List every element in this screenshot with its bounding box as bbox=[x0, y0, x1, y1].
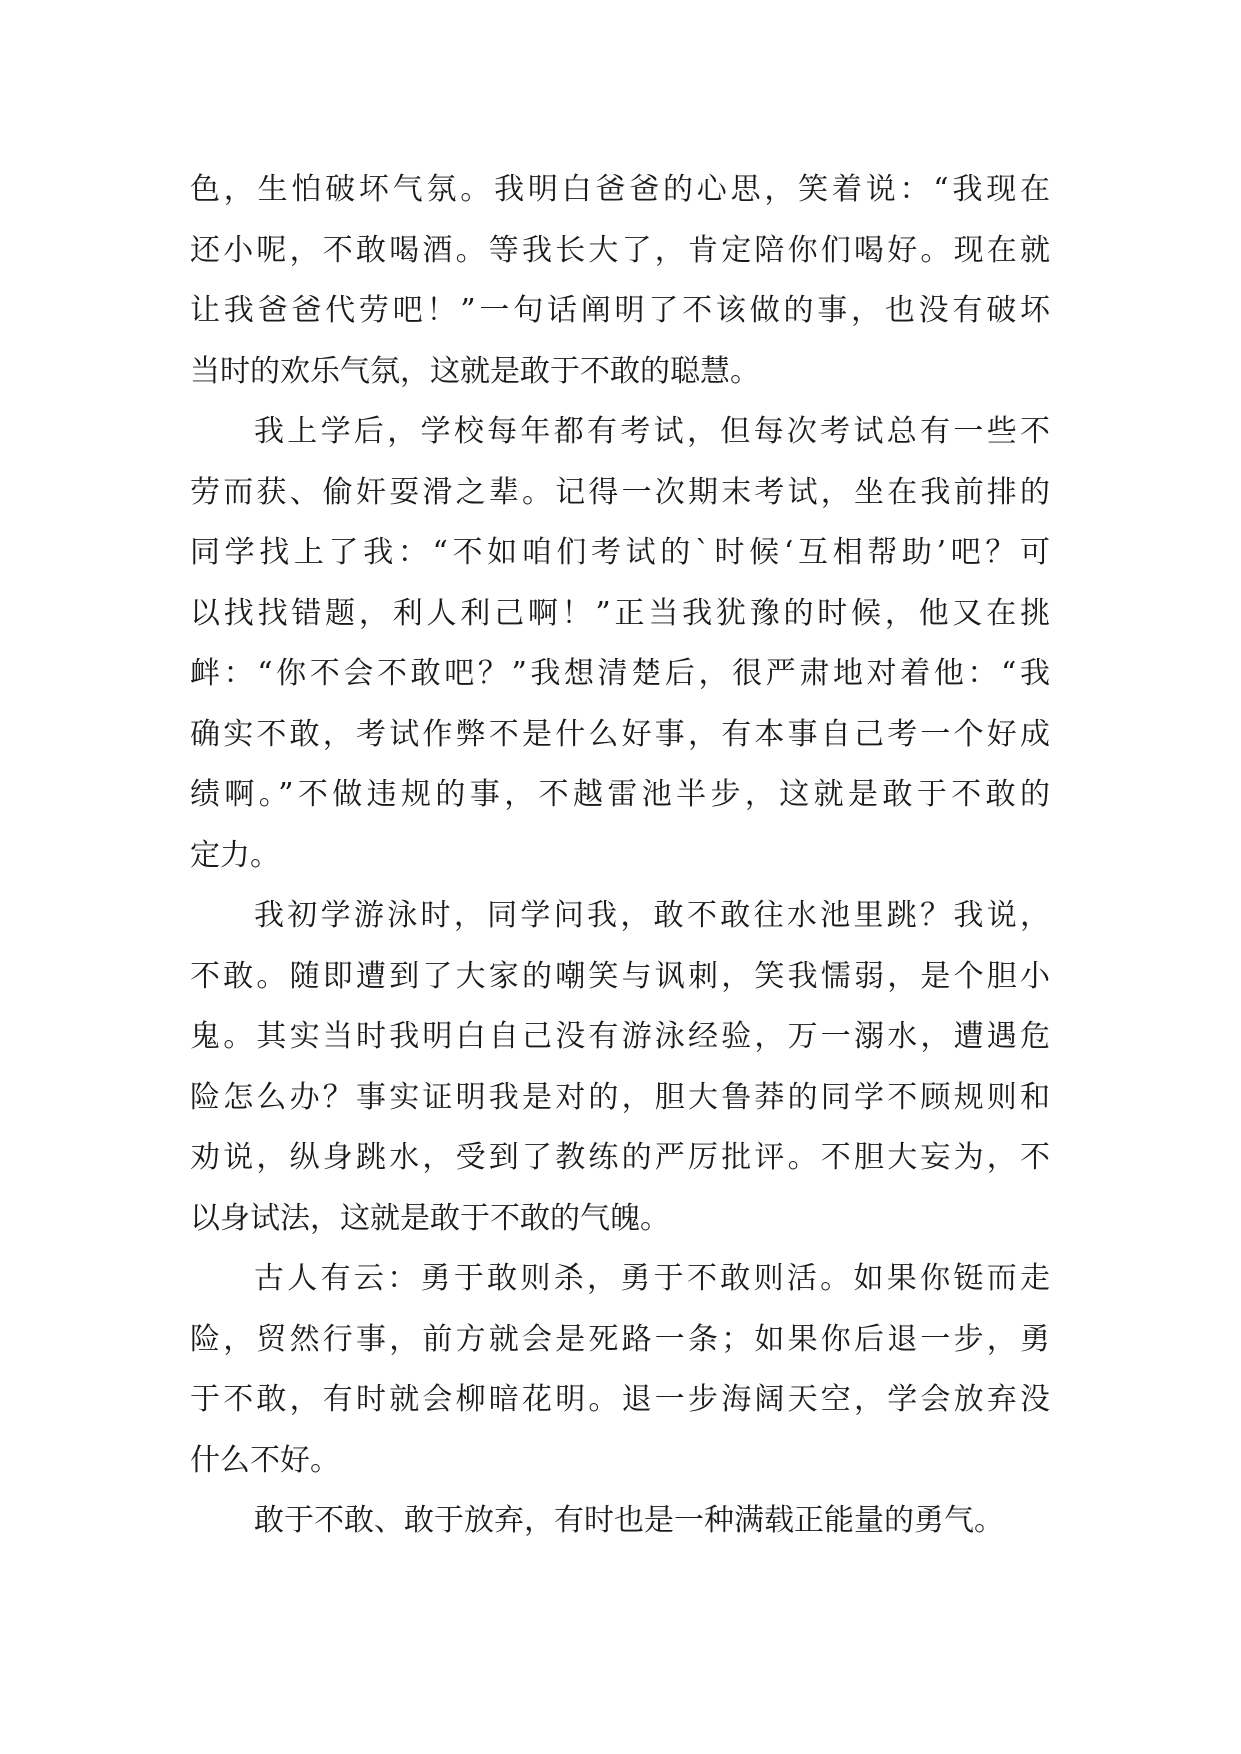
text-line: 让我爸爸代劳吧！”一句话阐明了不该做的事，也没有破坏 bbox=[190, 293, 1050, 328]
text-line: 以找找错题，利人利己啊！”正当我犹豫的时候，他又在挑 bbox=[190, 595, 1050, 631]
text-line: 不敢。随即遭到了大家的嘲笑与讽刺，笑我懦弱，是个胆小 bbox=[190, 958, 1050, 994]
text-line: 险，贸然行事，前方就会是死路一条；如果你后退一步，勇 bbox=[190, 1321, 1050, 1357]
text-line: 劳而获、偷奸耍滑之辈。记得一次期末考试，坐在我前排的 bbox=[190, 474, 1050, 510]
paragraph bbox=[190, 886, 1050, 1249]
paragraph bbox=[190, 1249, 1050, 1491]
text-line: 险怎么办？事实证明我是对的，胆大鲁莽的同学不顾规则和 bbox=[190, 1079, 1050, 1115]
text-line: 我初学游泳时，同学问我，敢不敢往水池里跳？我说， bbox=[254, 898, 1050, 933]
text-line: 同学找上了我：“不如咱们考试的`时候‘互相帮助’吧？可 bbox=[190, 535, 1050, 570]
text-line: 古人有云：勇于敢则杀，勇于不敢则活。如果你铤而走 bbox=[254, 1261, 1050, 1296]
text-line: 绩啊。”不做违规的事，不越雷池半步，这就是敢于不敢的 bbox=[190, 777, 1050, 812]
text-line: 劝说，纵身跳水，受到了教练的严厉批评。不胆大妄为，不 bbox=[190, 1140, 1050, 1175]
text-line: 敢于不敢、敢于放弃，有时也是一种满载正能量的勇气。 bbox=[254, 1503, 1004, 1538]
text-line: 以身试法，这就是敢于不敢的气魄。 bbox=[190, 1200, 670, 1236]
text-line: 鬼。其实当时我明白自己没有游泳经验，万一溺水，遭遇危 bbox=[190, 1019, 1050, 1054]
text-line: 什么不好。 bbox=[190, 1442, 340, 1478]
text-line: 衅：“你不会不敢吧？”我想清楚后，很严肃地对着他：“我 bbox=[190, 656, 1050, 691]
text-line: 当时的欢乐气氛，这就是敢于不敢的聪慧。 bbox=[190, 353, 760, 389]
text-line: 于不敢，有时就会柳暗花明。退一步海阔天空，学会放弃没 bbox=[190, 1382, 1050, 1417]
text-line: 定力。 bbox=[190, 837, 280, 873]
body-text bbox=[190, 160, 1050, 1552]
paragraph bbox=[190, 1491, 1050, 1552]
paragraph bbox=[190, 402, 1050, 886]
text-line: 我上学后，学校每年都有考试，但每次考试总有一些不 bbox=[254, 414, 1050, 449]
text-line: 还小呢，不敢喝酒。等我长大了，肯定陪你们喝好。现在就 bbox=[190, 232, 1050, 268]
paragraph bbox=[190, 160, 1050, 402]
text-line: 确实不敢，考试作弊不是什么好事，有本事自己考一个好成 bbox=[190, 716, 1050, 752]
text-line: 色，生怕破坏气氛。我明白爸爸的心思，笑着说：“我现在 bbox=[190, 172, 1050, 207]
